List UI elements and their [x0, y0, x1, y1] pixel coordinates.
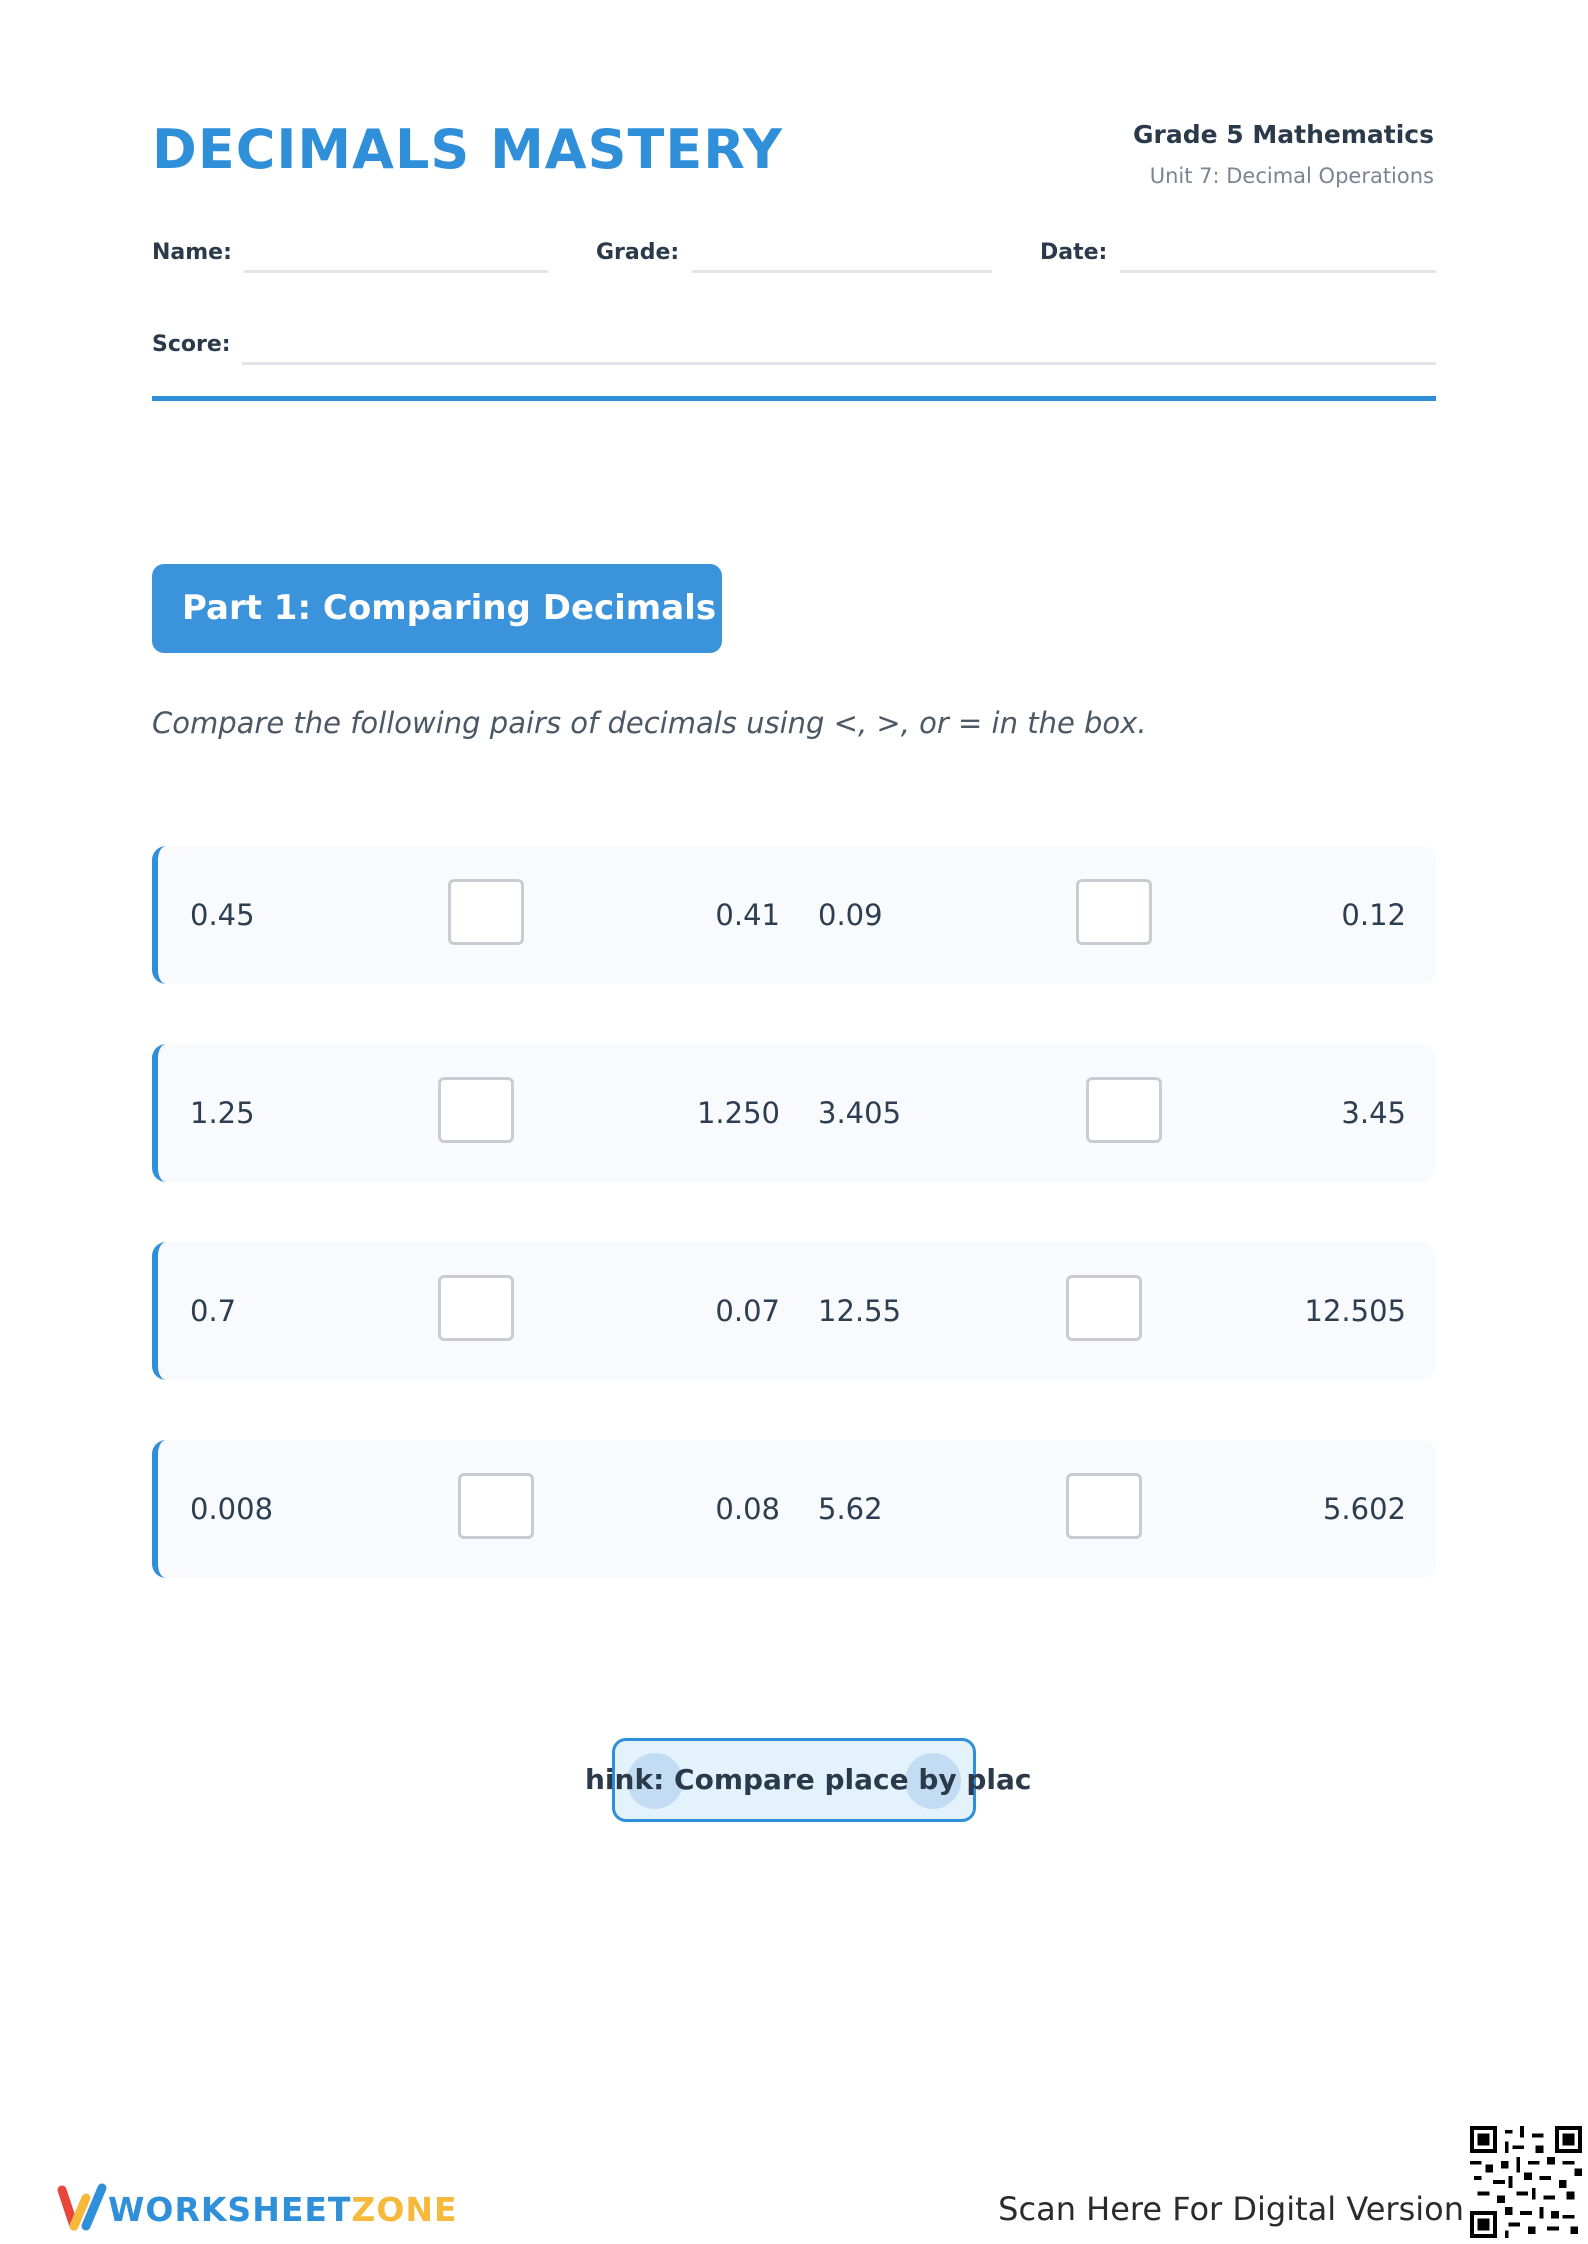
row3-answer-box-b[interactable]	[1066, 1275, 1142, 1341]
unit-label: Unit 7: Decimal Operations	[1149, 164, 1434, 188]
score-label: Score:	[152, 332, 231, 357]
row2-right-a: 1.250	[696, 1096, 780, 1130]
comparison-row-1	[152, 846, 1436, 984]
header-divider	[152, 396, 1436, 401]
row1-answer-box-a[interactable]	[448, 879, 524, 945]
worksheet-title: DECIMALS MASTERY	[152, 118, 783, 181]
row4-left-b: 5.62	[818, 1492, 883, 1526]
row2-answer-box-b[interactable]	[1086, 1077, 1162, 1143]
scan-label: Scan Here For Digital Version	[998, 2190, 1464, 2228]
worksheetzone-logo-icon	[58, 2180, 108, 2232]
row3-answer-box-a[interactable]	[438, 1275, 514, 1341]
subject-label: Grade 5 Mathematics	[1133, 120, 1434, 149]
row4-right-b: 5.602	[1322, 1492, 1406, 1526]
row2-right-b: 3.45	[1341, 1096, 1406, 1130]
row1-left-a: 0.45	[190, 898, 255, 932]
row3-left-a: 0.7	[190, 1294, 237, 1328]
row4-answer-box-b[interactable]	[1066, 1473, 1142, 1539]
brand-name	[108, 2190, 458, 2229]
row3-right-a: 0.07	[715, 1294, 780, 1328]
row1-left-b: 0.09	[818, 898, 883, 932]
date-field[interactable]	[1120, 270, 1436, 273]
brand-name-part1: WORKSHEET	[108, 2190, 352, 2229]
comparison-row-4	[152, 1440, 1436, 1578]
hint-banner	[585, 1738, 1032, 1822]
row4-right-a: 0.08	[715, 1492, 780, 1526]
row3-left-b: 12.55	[818, 1294, 902, 1328]
row3-right-b: 12.505	[1304, 1294, 1406, 1328]
score-field[interactable]	[242, 362, 1436, 365]
grade-label: Grade:	[596, 240, 680, 265]
grade-field[interactable]	[692, 270, 992, 273]
row1-right-a: 0.41	[715, 898, 780, 932]
part1-instruction: Compare the following pairs of decimals using <, >, or = in the box.	[152, 706, 1147, 740]
row2-left-b: 3.405	[818, 1096, 902, 1130]
part1-heading: Part 1: Comparing Decimals	[152, 564, 722, 653]
row2-left-a: 1.25	[190, 1096, 255, 1130]
comparison-row-2	[152, 1044, 1436, 1182]
row4-left-a: 0.008	[190, 1492, 274, 1526]
row1-right-b: 0.12	[1341, 898, 1406, 932]
qr-code-icon[interactable]	[1470, 2126, 1582, 2238]
comparison-row-3	[152, 1242, 1436, 1380]
date-label: Date:	[1040, 240, 1108, 265]
name-label: Name:	[152, 240, 232, 265]
hint-text: hink: Compare place by plac	[585, 1763, 1032, 1796]
row4-answer-box-a[interactable]	[458, 1473, 534, 1539]
name-field[interactable]	[244, 270, 548, 273]
brand-name-part2: ZONE	[351, 2190, 458, 2229]
row1-answer-box-b[interactable]	[1076, 879, 1152, 945]
row2-answer-box-a[interactable]	[438, 1077, 514, 1143]
